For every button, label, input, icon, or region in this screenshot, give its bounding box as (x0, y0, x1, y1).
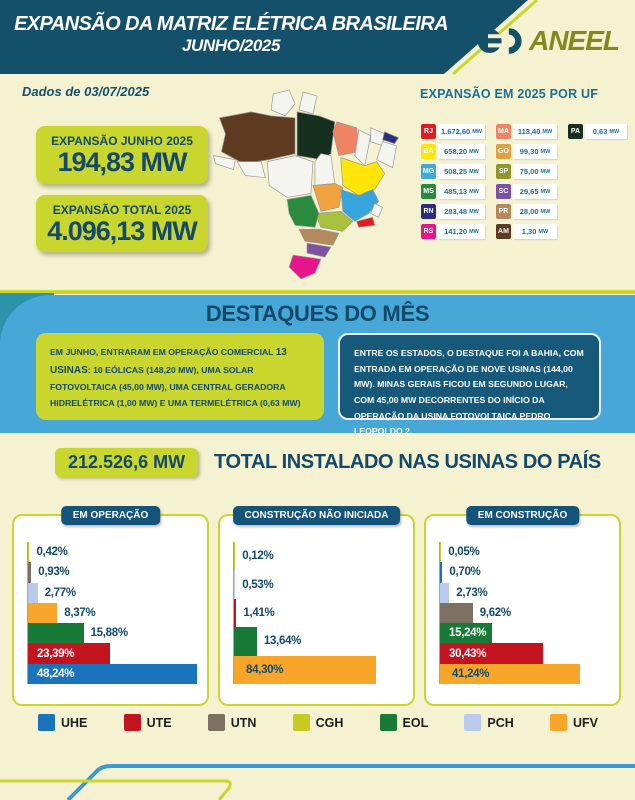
uf-value: 113,40 MW (513, 124, 557, 139)
bar-row-cgh (28, 542, 201, 562)
uf-code-badge: SP (496, 164, 511, 179)
summary-value: 4.096,13 MW (47, 215, 197, 246)
band-accent-line (0, 290, 635, 294)
bar-row-utn (28, 562, 201, 582)
highlights-band (0, 295, 635, 437)
aneel-wordmark: ANEEL (529, 25, 619, 56)
uf-item-sp (496, 164, 557, 179)
uf-value: 29,65 MW (513, 184, 557, 199)
bar-row-ute (234, 599, 407, 627)
chart-title-tab: CONSTRUÇÃO NÃO INICIADA (233, 506, 401, 525)
bar-row-pch (234, 570, 407, 598)
chart-bar-ufv (440, 664, 580, 684)
summary-label: EXPANSÃO TOTAL 2025 (52, 202, 192, 217)
highlight-left-bold: 13 USINAS (50, 347, 287, 376)
bar-row-ufv (234, 656, 407, 684)
uf-value: 99,30 MW (513, 144, 557, 159)
chart-card (424, 510, 621, 706)
uf-item-rs (421, 224, 485, 239)
chart-bar-pch (234, 570, 235, 598)
bar-value-label: 2,77% (44, 586, 76, 599)
header-titles (12, 13, 450, 56)
total-installed-label: TOTAL INSTALADO NAS USINAS DO PAÍS (214, 451, 601, 473)
uf-item-ba (421, 144, 485, 159)
summary-box-june (36, 126, 208, 184)
bar-value-label: 0,05% (448, 546, 480, 559)
chart-card (12, 510, 209, 706)
footer-swoosh (0, 728, 635, 800)
highlight-left-pre: EM JUNHO, ENTRARAM EM OPERAÇÃO COMERCIAL (50, 347, 276, 357)
highlight-left-box (36, 333, 324, 420)
bar-row-cgh (234, 542, 407, 570)
map-state-ma (333, 122, 359, 156)
chart-bar-ufv (234, 656, 376, 684)
uf-item-rn (421, 204, 485, 219)
uf-value: 658,20 MW (438, 144, 485, 159)
summary-label: EXPANSÃO JUNHO 2025 (51, 134, 193, 148)
aneel-plug-icon (476, 24, 524, 58)
map-state-ap (299, 92, 317, 114)
map-state-to (315, 154, 335, 186)
chart-bar-ute (234, 599, 236, 627)
brazil-map (204, 88, 410, 287)
map-state-ro (237, 162, 265, 178)
uf-code-badge: PR (496, 204, 511, 219)
chart-bar-uhe (440, 562, 442, 582)
chart-plot-area (27, 542, 201, 684)
uf-code-badge: BA (421, 144, 436, 159)
highlights-title: DESTAQUES DO MÊS (205, 301, 430, 326)
uf-value: 75,00 MW (513, 164, 557, 179)
bar-row-ute (28, 643, 201, 663)
uf-column (421, 124, 485, 239)
map-state-pa (297, 112, 335, 160)
summary-box-total (36, 195, 208, 253)
uf-item-ms (421, 184, 485, 199)
legend-label: UHE (61, 715, 88, 730)
chart-card (218, 510, 415, 706)
chart-bar-uhe (28, 664, 197, 684)
uf-code-badge: MG (421, 164, 436, 179)
map-state-ms (287, 195, 319, 227)
uf-value: 508,25 MW (438, 164, 485, 179)
page-subtitle: JUNHO/2025 (181, 36, 281, 55)
uf-value: 28,00 MW (513, 204, 557, 219)
bar-value-label: 2,73% (456, 586, 488, 599)
map-state-am (219, 112, 295, 164)
bar-value-label: 41,24% (452, 667, 490, 680)
bar-row-ufv (440, 664, 613, 684)
chart-bar-ute (28, 643, 110, 663)
bar-value-label: 0,70% (449, 566, 481, 579)
bar-row-eol (234, 627, 407, 655)
chart-title-tab: EM CONSTRUÇÃO (466, 506, 579, 525)
uf-value: 0,63 MW (585, 124, 627, 139)
bar-value-label: 84,30% (246, 663, 284, 676)
legend-label: UTE (146, 715, 172, 730)
uf-item-rj (421, 124, 485, 139)
page-title: EXPANSÃO DA MATRIZ ELÉTRICA BRASILEIRA (14, 13, 448, 35)
uf-code-badge: RN (421, 204, 436, 219)
chart-bar-pch (440, 583, 449, 603)
summary-boxes (36, 126, 208, 263)
chart-bar-ufv (28, 603, 57, 623)
chart-plot-area (439, 542, 613, 684)
map-state-mt (267, 156, 313, 198)
map-state-rs (289, 255, 321, 279)
uf-column (568, 124, 627, 239)
bar-row-eol (440, 623, 613, 643)
legend-label: EOL (402, 715, 429, 730)
bar-row-ute (440, 643, 613, 663)
uf-item-ma (496, 124, 557, 139)
bar-row-uhe (28, 664, 201, 684)
uf-item-pr (496, 204, 557, 219)
uf-item-go (496, 144, 557, 159)
uf-code-badge: GO (496, 144, 511, 159)
bar-value-label: 1,41% (243, 607, 275, 620)
bar-value-label: 0,12% (242, 550, 274, 563)
chart-bar-cgh (28, 542, 29, 562)
uf-expansion-list (421, 124, 627, 239)
map-state-pr (299, 229, 339, 245)
uf-section-title: EXPANSÃO EM 2025 POR UF (420, 87, 599, 101)
map-state-sc (307, 243, 331, 257)
bar-row-eol (28, 623, 201, 643)
uf-value: 141,20 MW (438, 224, 485, 239)
uf-value: 283,48 MW (438, 204, 485, 219)
uf-code-badge: MA (496, 124, 511, 139)
bar-value-label: 0,42% (36, 546, 68, 559)
chart-bar-cgh (234, 542, 235, 570)
legend-label: CGH (315, 715, 344, 730)
uf-column (496, 124, 557, 239)
bar-value-label: 15,88% (90, 627, 128, 640)
bar-value-label: 0,93% (38, 566, 70, 579)
chart-plot-area (233, 542, 407, 684)
uf-code-badge: RJ (421, 124, 436, 139)
map-state-pb (377, 142, 397, 168)
uf-value: 1,30 MW (513, 224, 557, 239)
chart-bar-pch (28, 583, 38, 603)
legend-label: PCH (487, 715, 514, 730)
highlight-left-post: : 10 EÓLICAS (148,20 MW), UMA SOLAR FOTOVOLTAICA (45,00 MW), UMA CENTRAL GERADORA HIDRELÉTRICA (1,00 MW) E UMA TERMELÉTRICA (0,63 MW) (50, 365, 301, 408)
uf-code-badge: PA (568, 124, 583, 139)
legend-label: UTN (230, 715, 257, 730)
bar-value-label: 13,64% (263, 635, 302, 648)
chart-bar-eol (28, 623, 84, 643)
chart-bar-cgh (440, 542, 441, 562)
uf-item-sc (496, 184, 557, 199)
uf-item-am (496, 224, 557, 239)
bar-value-label: 8,37% (64, 606, 96, 619)
chart-bar-eol (234, 627, 257, 655)
uf-value: 1.672,60 MW (438, 124, 485, 139)
bar-value-label: 48,24% (37, 667, 75, 680)
map-state-rn (383, 132, 399, 144)
bar-row-utn (440, 603, 613, 623)
bar-value-label: 23,39% (37, 647, 75, 660)
chart-bar-utn (28, 562, 31, 582)
uf-item-pa (568, 124, 627, 139)
data-date-note: Dados de 03/07/2025 (22, 84, 150, 99)
uf-code-badge: RS (421, 224, 436, 239)
uf-code-badge: SC (496, 184, 511, 199)
highlight-right-box: ENTRE OS ESTADOS, O DESTAQUE FOI A BAHIA, COM ENTRADA EM OPERAÇÃO DE NOVE USINAS (144,00 MW). MINAS GERAIS FICOU EM SEGUNDO LUGAR, COM 45,00 MW DECORRENTES DO INÍCIO DA OPERAÇÃO DA USINA FOTOVOLTAICA PEDRO LEOPOLDO 2. (338, 333, 601, 420)
total-installed-value: 212.526,6 MW (55, 448, 198, 477)
chart-title-tab: EM OPERAÇÃO (61, 506, 161, 525)
uf-code-badge: MS (421, 184, 436, 199)
map-state-rr (271, 90, 295, 116)
bar-value-label: 9,62% (479, 606, 511, 619)
bar-value-label: 30,43% (449, 647, 487, 660)
bar-value-label: 0,53% (242, 578, 274, 591)
chart-bar-eol (440, 623, 492, 643)
chart-bar-utn (440, 603, 473, 623)
summary-value: 194,83 MW (57, 147, 187, 177)
bar-row-pch (440, 583, 613, 603)
aneel-logo (476, 24, 619, 58)
uf-code-badge: AM (496, 224, 511, 239)
bar-row-ufv (28, 603, 201, 623)
bar-row-uhe (440, 562, 613, 582)
charts-row (12, 510, 623, 706)
map-state-go (313, 184, 343, 212)
uf-value: 485,13 MW (438, 184, 485, 199)
bar-row-pch (28, 583, 201, 603)
bar-value-label: 15,24% (449, 627, 487, 640)
uf-item-mg (421, 164, 485, 179)
legend-label: UFV (572, 715, 598, 730)
chart-bar-ute (440, 643, 543, 663)
bar-row-cgh (440, 542, 613, 562)
